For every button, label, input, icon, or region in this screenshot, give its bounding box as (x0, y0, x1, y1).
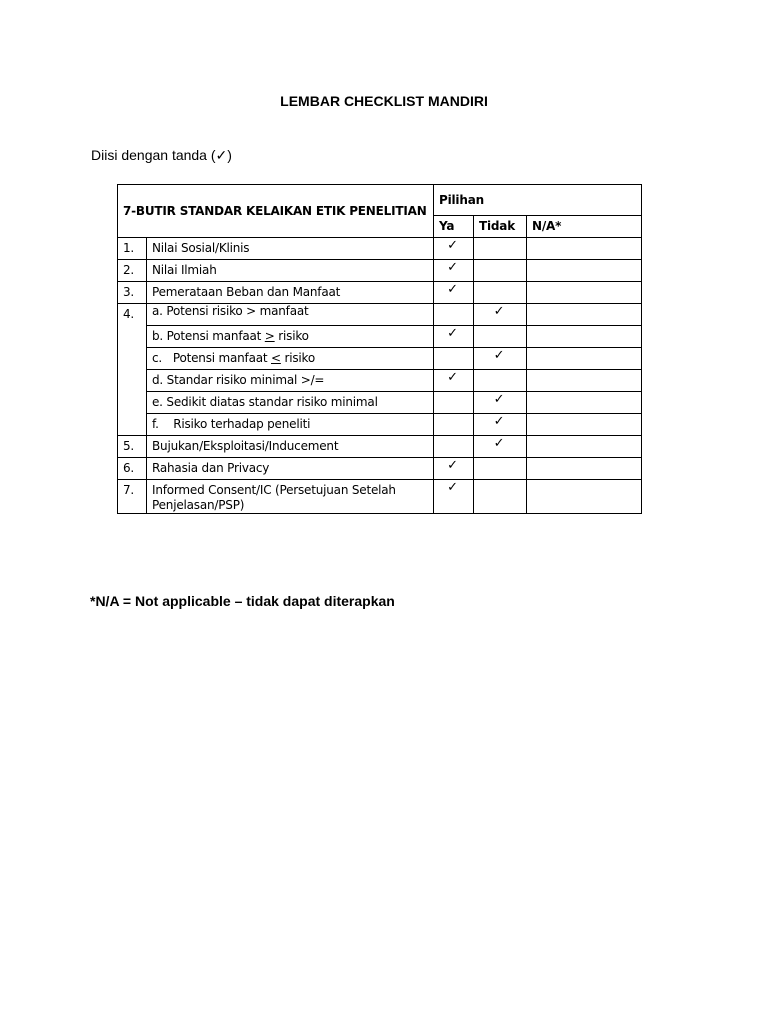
row-number: 2. (118, 260, 147, 282)
table-row (118, 436, 642, 458)
check-icon: ✓ (493, 348, 505, 363)
cell-ya (434, 260, 474, 282)
row-label: Pemerataan Beban dan Manfaat (147, 282, 434, 304)
cell-ya (434, 282, 474, 304)
cell-ya (434, 304, 474, 326)
cell-tidak (474, 238, 527, 260)
footnote: *N/A = Not applicable – tidak dapat diterapkan (90, 593, 395, 609)
check-icon: ✓ (447, 238, 458, 253)
cell-tidak (474, 458, 527, 480)
check-icon: ✓ (447, 260, 458, 275)
cell-na (527, 282, 642, 304)
cell-ya (434, 370, 474, 392)
row-number: 4. (118, 304, 147, 436)
cell-tidak (474, 414, 527, 436)
cell-na (527, 392, 642, 414)
check-icon: ✓ (447, 326, 458, 341)
header-tidak: Tidak (474, 216, 527, 238)
row-label: d. Standar risiko minimal >/= (147, 370, 434, 392)
table-row (118, 326, 642, 348)
cell-na (527, 238, 642, 260)
cell-na (527, 458, 642, 480)
table-header-row (118, 185, 642, 216)
check-icon: ✓ (447, 370, 458, 385)
cell-tidak (474, 326, 527, 348)
header-ya: Ya (434, 216, 474, 238)
cell-ya (434, 326, 474, 348)
cell-tidak (474, 480, 527, 514)
cell-na (527, 260, 642, 282)
cell-tidak (474, 348, 527, 370)
page-title: LEMBAR CHECKLIST MANDIRI (280, 93, 488, 109)
cell-tidak (474, 304, 527, 326)
table-row (118, 238, 642, 260)
cell-na (527, 480, 642, 514)
header-standard: 7-BUTIR STANDAR KELAIKAN ETIK PENELITIAN (118, 185, 434, 238)
cell-ya (434, 238, 474, 260)
table-row (118, 458, 642, 480)
check-icon: ✓ (493, 436, 505, 451)
cell-tidak (474, 392, 527, 414)
table-row (118, 370, 642, 392)
table-row (118, 282, 642, 304)
row-label: b. Potensi manfaat > risiko (147, 326, 434, 348)
table-row (118, 414, 642, 436)
table-row (118, 480, 642, 514)
check-icon: ✓ (493, 414, 505, 429)
table-row (118, 392, 642, 414)
cell-na (527, 304, 642, 326)
cell-na (527, 370, 642, 392)
cell-na (527, 348, 642, 370)
row-label: c. Potensi manfaat < risiko (147, 348, 434, 370)
check-icon: ✓ (447, 458, 458, 473)
row-label: Informed Consent/IC (Persetujuan Setelah Penjelasan/PSP) (147, 480, 434, 514)
row-label: Nilai Sosial/Klinis (147, 238, 434, 260)
row-number: 3. (118, 282, 147, 304)
row-label: Nilai Ilmiah (147, 260, 434, 282)
cell-ya (434, 458, 474, 480)
cell-ya (434, 436, 474, 458)
table-row (118, 260, 642, 282)
row-label: Bujukan/Eksploitasi/Inducement (147, 436, 434, 458)
check-icon: ✓ (447, 282, 458, 297)
cell-tidak (474, 282, 527, 304)
row-label: e. Sedikit diatas standar risiko minimal (147, 392, 434, 414)
cell-ya (434, 392, 474, 414)
checklist-table (117, 184, 642, 514)
cell-ya (434, 348, 474, 370)
header-pilihan: Pilihan (434, 185, 642, 216)
cell-tidak (474, 436, 527, 458)
cell-ya (434, 480, 474, 514)
header-na: N/A* (527, 216, 642, 238)
table-row (118, 304, 642, 326)
check-icon: ✓ (493, 392, 505, 407)
cell-na (527, 436, 642, 458)
check-icon: ✓ (447, 480, 458, 495)
cell-na (527, 414, 642, 436)
row-label: a. Potensi risiko > manfaat (147, 304, 434, 326)
cell-ya (434, 414, 474, 436)
row-label: f. Risiko terhadap peneliti (147, 414, 434, 436)
row-number: 7. (118, 480, 147, 514)
row-label: Rahasia dan Privacy (147, 458, 434, 480)
cell-tidak (474, 260, 527, 282)
cell-na (527, 326, 642, 348)
row-number: 5. (118, 436, 147, 458)
table-row (118, 348, 642, 370)
cell-tidak (474, 370, 527, 392)
check-icon: ✓ (493, 304, 505, 319)
row-number: 6. (118, 458, 147, 480)
instruction-text: Diisi dengan tanda (✓) (91, 147, 232, 163)
row-number: 1. (118, 238, 147, 260)
